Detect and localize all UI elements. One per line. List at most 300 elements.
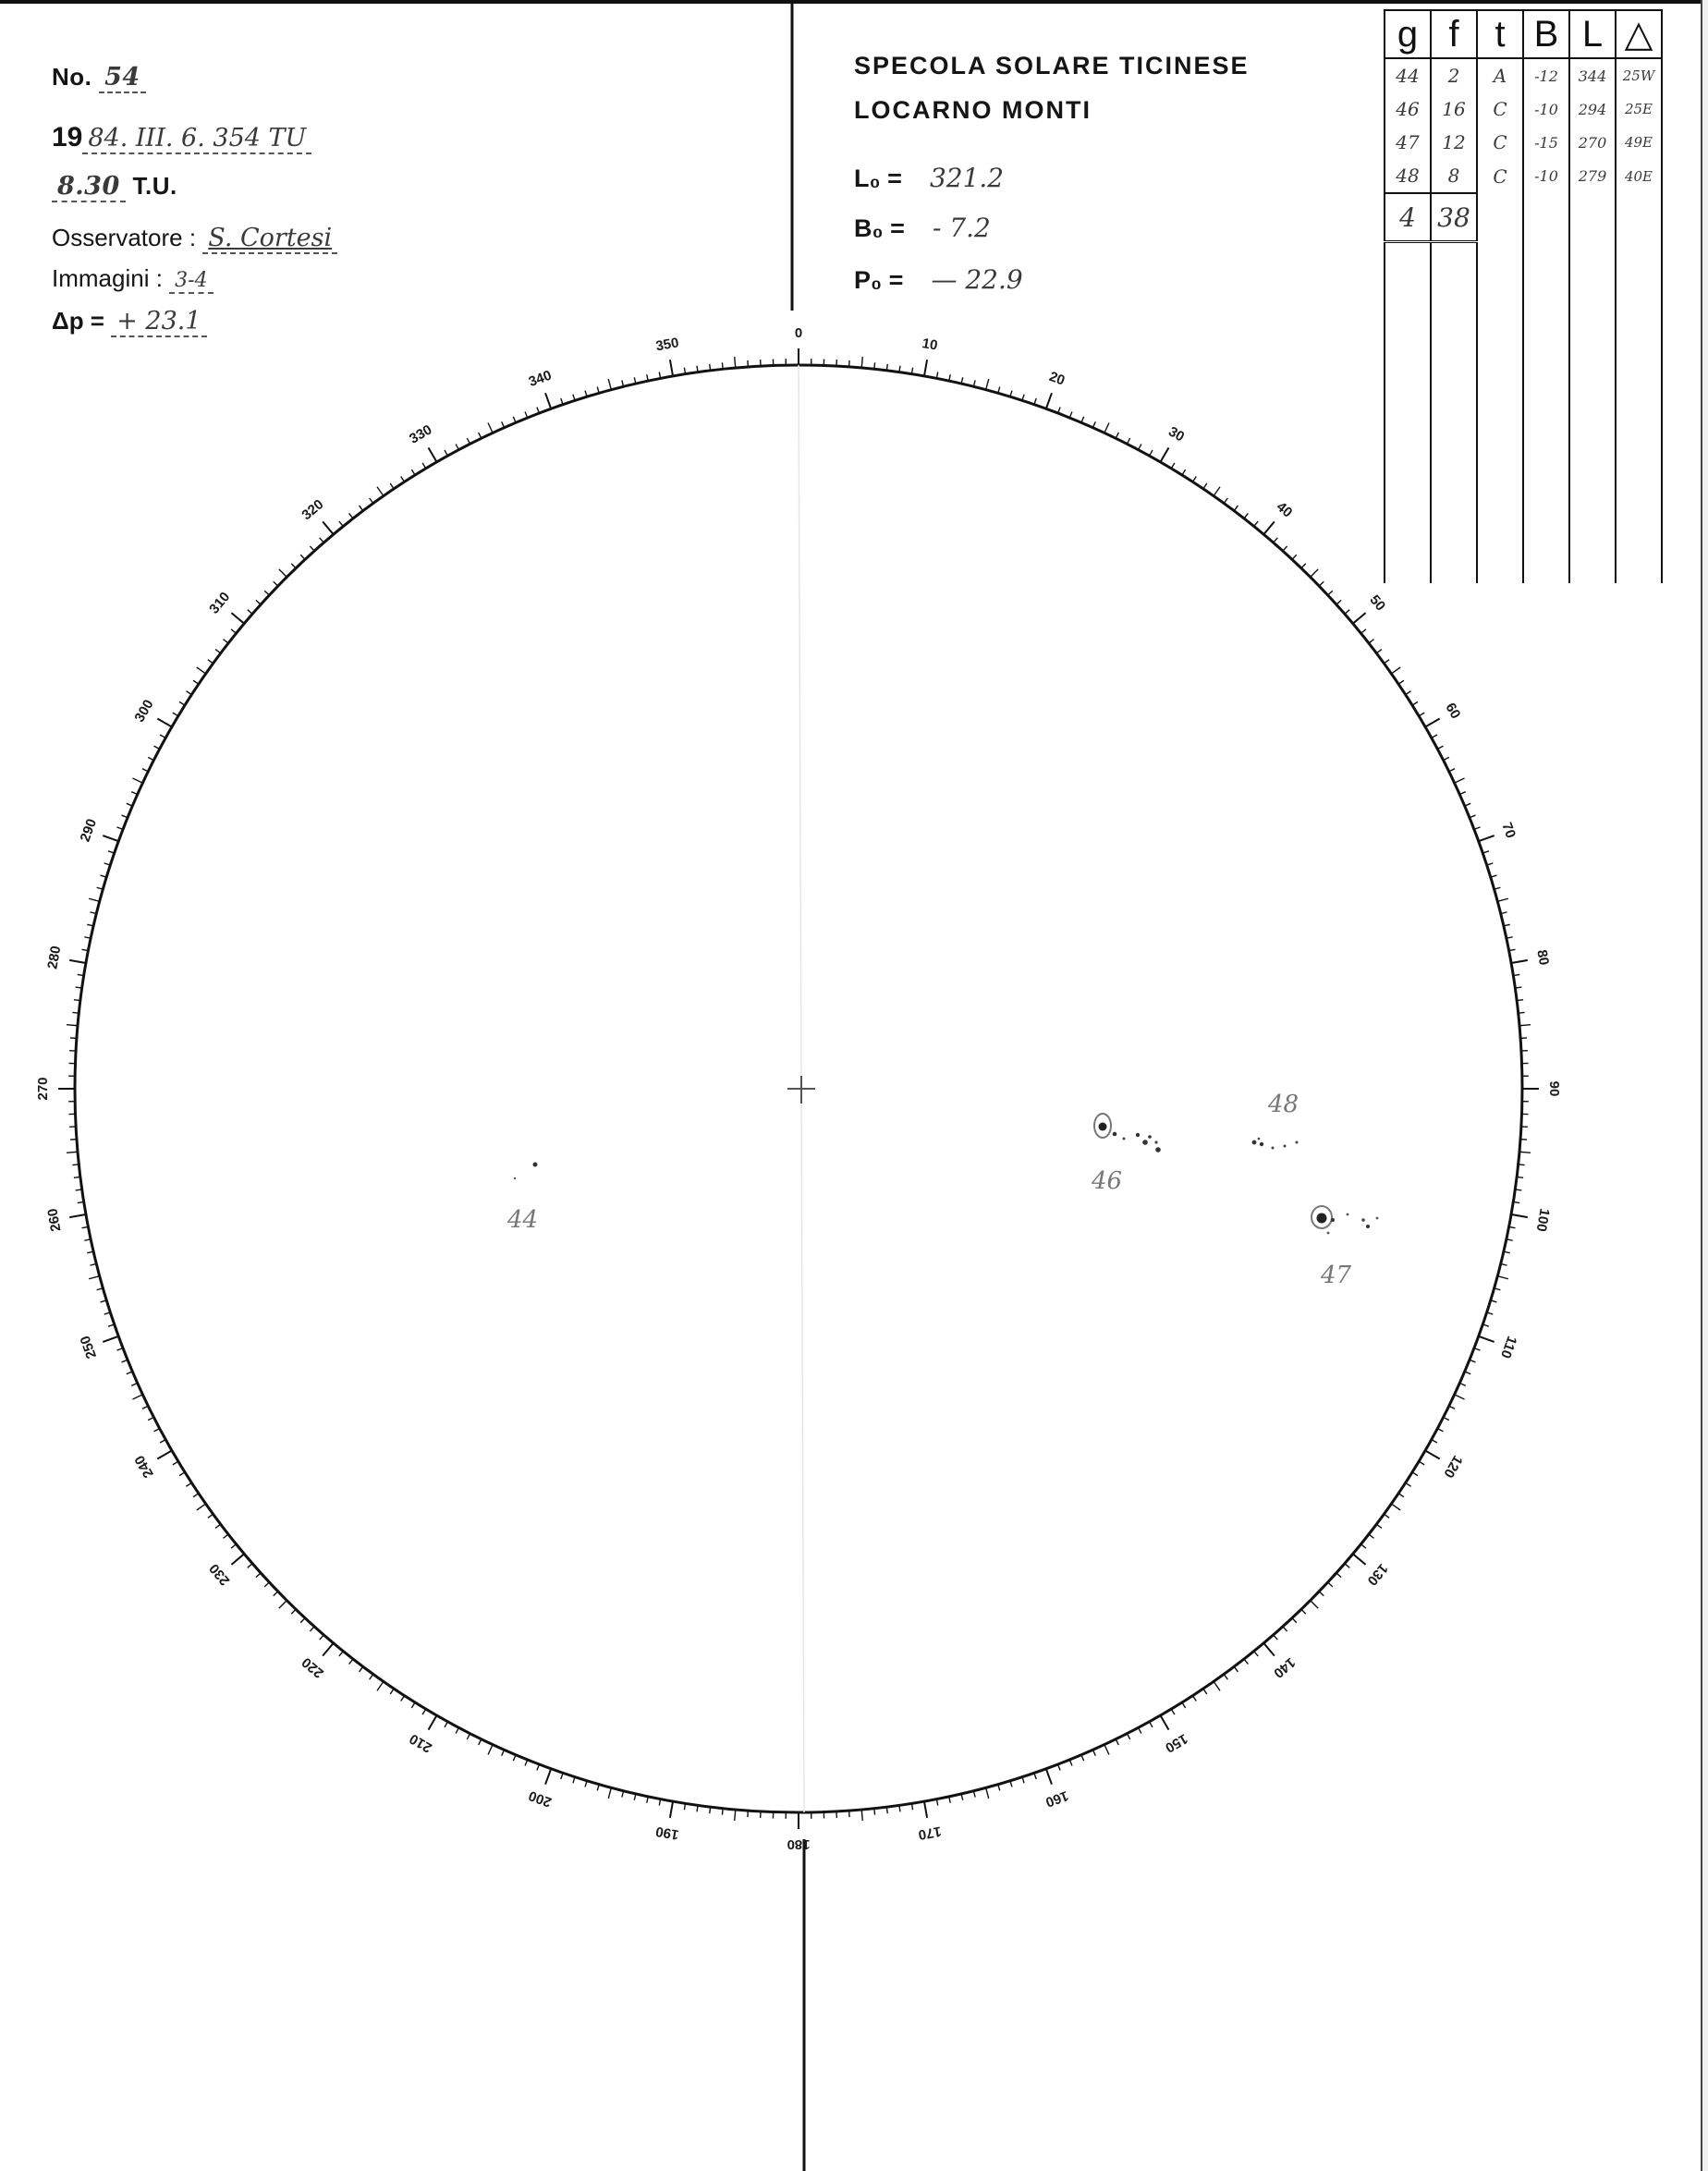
sunspot: [1296, 1141, 1299, 1144]
minor-tick: [186, 1482, 191, 1486]
minor-tick: [1345, 610, 1349, 615]
P0-label: P₀ =: [854, 266, 904, 294]
scale-label: 170: [917, 1823, 943, 1843]
tally-cell[interactable]: -10: [1523, 92, 1569, 126]
tally-total-groups[interactable]: 4: [1385, 193, 1431, 242]
spot-group-44[interactable]: [506, 1163, 538, 1235]
tally-cell[interactable]: 47: [1385, 126, 1431, 159]
minor-tick: [197, 667, 206, 674]
minor-tick: [1406, 691, 1411, 695]
B0-value[interactable]: - 7.2: [932, 213, 991, 243]
tally-header-delta: △: [1616, 10, 1662, 58]
minor-tick: [1139, 444, 1141, 449]
sunspot: [1284, 1145, 1287, 1148]
minor-tick: [735, 1810, 736, 1821]
scale-label: 310: [206, 589, 234, 617]
minor-tick: [1254, 521, 1258, 526]
minor-tick: [193, 680, 199, 684]
minor-tick: [76, 987, 82, 988]
sunspot: [1148, 1135, 1152, 1139]
minor-tick: [722, 1809, 723, 1815]
minor-tick: [256, 1573, 261, 1578]
major-tick: [1353, 1554, 1366, 1565]
images-label: Immagini :: [52, 264, 163, 292]
scale-label: 40: [1273, 498, 1296, 521]
minor-tick: [310, 1627, 314, 1631]
minor-tick: [1311, 1601, 1318, 1608]
tally-cell[interactable]: -10: [1523, 159, 1569, 193]
minor-tick: [445, 1722, 447, 1727]
sunspot-umbra: [1099, 1123, 1107, 1131]
minor-tick: [1319, 1592, 1324, 1596]
scale-label: 230: [206, 1560, 234, 1589]
minor-tick: [422, 463, 426, 469]
spot-group-label: 44: [507, 1206, 539, 1234]
tally-cell[interactable]: 12: [1431, 126, 1477, 159]
tally-cell[interactable]: 344: [1569, 58, 1616, 92]
major-tick: [231, 1554, 244, 1565]
minor-tick: [1244, 1659, 1248, 1665]
minor-tick: [1203, 1689, 1207, 1694]
sunspot: [1376, 1217, 1379, 1220]
minor-tick: [1127, 438, 1129, 444]
major-tick: [1479, 835, 1494, 841]
minor-tick: [1127, 1734, 1129, 1739]
scale-label: 150: [1162, 1730, 1190, 1756]
minor-tick: [411, 470, 415, 475]
minor-tick: [1150, 1722, 1153, 1727]
minor-tick: [1311, 569, 1318, 577]
minor-tick: [89, 1276, 100, 1279]
minor-tick: [1104, 1745, 1109, 1755]
minor-tick: [874, 362, 875, 369]
minor-tick: [488, 1745, 493, 1755]
minor-tick: [1391, 1504, 1400, 1510]
minor-tick: [697, 366, 698, 372]
minor-tick: [1171, 1709, 1175, 1714]
major-tick: [429, 1715, 437, 1730]
scale-label: 140: [1270, 1653, 1299, 1681]
tally-header-t: t: [1477, 10, 1523, 58]
minor-tick: [1192, 1696, 1196, 1701]
minor-tick: [148, 757, 153, 760]
scale-label: 300: [131, 697, 157, 726]
minor-tick: [1336, 600, 1341, 604]
scale-label: 20: [1046, 368, 1068, 389]
minor-tick: [320, 538, 324, 543]
tally-cell[interactable]: 8: [1431, 159, 1477, 193]
tally-total-spots[interactable]: 38: [1431, 193, 1477, 242]
minor-tick: [1234, 506, 1238, 511]
observatory-location: LOCARNO MONTI: [854, 96, 1092, 124]
number-value[interactable]: 54: [99, 63, 146, 93]
minor-tick: [349, 1659, 353, 1665]
minor-tick: [1234, 1666, 1238, 1672]
scale-label: 190: [654, 1823, 680, 1843]
minor-tick: [1301, 1609, 1306, 1614]
minor-tick: [1437, 1429, 1443, 1432]
tally-cell[interactable]: 48: [1385, 159, 1431, 193]
major-tick: [1353, 613, 1366, 624]
minor-tick: [1116, 1739, 1118, 1745]
minor-tick: [142, 769, 148, 772]
minor-tick: [1444, 757, 1449, 760]
minor-tick: [422, 1709, 426, 1714]
sunspot: [1258, 1138, 1261, 1140]
major-tick: [69, 1214, 86, 1217]
major-tick: [545, 1769, 551, 1785]
minor-tick: [1214, 487, 1220, 496]
scale-label: 60: [1442, 700, 1464, 722]
minor-tick: [279, 1601, 287, 1608]
minor-tick: [1361, 629, 1366, 633]
major-tick: [103, 835, 118, 841]
minor-tick: [411, 1702, 415, 1708]
tally-cell[interactable]: 279: [1569, 159, 1616, 193]
minor-tick: [874, 1809, 875, 1815]
major-tick: [323, 1643, 334, 1656]
minor-tick: [1328, 591, 1333, 595]
minor-tick: [208, 660, 214, 664]
minor-tick: [1171, 463, 1175, 469]
minor-tick: [1116, 433, 1118, 438]
minor-tick: [179, 701, 185, 705]
minor-tick: [1515, 1189, 1521, 1190]
minor-tick: [1497, 898, 1508, 901]
minor-tick: [1497, 1276, 1508, 1279]
minor-tick: [370, 498, 373, 504]
number-label: No.: [52, 63, 92, 91]
tally-cell[interactable]: -15: [1523, 126, 1569, 159]
scale-label: 320: [299, 496, 327, 524]
minor-tick: [861, 357, 862, 368]
scale-label: 120: [1440, 1452, 1466, 1481]
major-tick: [1263, 521, 1275, 534]
sunspot: [1113, 1132, 1117, 1137]
minor-tick: [1432, 735, 1437, 738]
sunspot: [1272, 1147, 1275, 1150]
minor-tick: [132, 778, 142, 783]
minor-tick: [76, 1189, 82, 1190]
minor-tick: [215, 650, 221, 653]
minor-tick: [339, 521, 343, 526]
minor-tick: [142, 1406, 148, 1409]
minor-tick: [193, 1494, 199, 1497]
minor-tick: [67, 1152, 78, 1153]
minor-tick: [186, 691, 191, 695]
minor-tick: [390, 1689, 394, 1694]
minor-tick: [722, 362, 723, 369]
minor-tick: [1455, 778, 1465, 783]
tally-cell[interactable]: 294: [1569, 92, 1616, 126]
scale-label: 330: [407, 421, 435, 447]
delta-p-label: Δp =: [52, 307, 104, 335]
images-value[interactable]: 3-4: [169, 269, 213, 294]
scale-label: 160: [1043, 1787, 1071, 1811]
minor-tick: [208, 1514, 214, 1518]
scale-label: 280: [44, 945, 65, 970]
minor-tick: [1283, 1627, 1287, 1631]
scale-label: 270: [34, 1077, 51, 1101]
minor-tick: [1274, 1635, 1278, 1640]
minor-tick: [72, 1012, 79, 1013]
scale-label: 30: [1165, 423, 1188, 445]
minor-tick: [1336, 1573, 1341, 1578]
minor-tick: [349, 513, 353, 518]
minor-tick: [608, 379, 611, 390]
scale-label: 210: [407, 1730, 435, 1756]
minor-tick: [223, 640, 228, 643]
minor-tick: [1391, 667, 1400, 674]
minor-tick: [1412, 701, 1418, 705]
L0-value[interactable]: 321.2: [929, 163, 1005, 193]
delta-p-value[interactable]: + 23.1: [111, 307, 206, 337]
minor-tick: [1449, 1406, 1455, 1409]
B0-label: B₀ =: [854, 214, 905, 242]
P0-value[interactable]: — 22.9: [931, 264, 1023, 295]
minor-tick: [1182, 1702, 1186, 1708]
spot-group-label: 46: [1092, 1167, 1123, 1195]
tally-cell[interactable]: 49E: [1616, 126, 1662, 159]
minor-tick: [445, 450, 447, 456]
tally-cell[interactable]: C: [1477, 92, 1523, 126]
scale-label: 180: [787, 1836, 811, 1853]
minor-tick: [132, 1395, 142, 1399]
minor-tick: [479, 433, 482, 438]
minor-tick: [1182, 470, 1186, 475]
tally-header-f: f: [1431, 10, 1477, 58]
scale-label: 340: [526, 367, 555, 391]
minor-tick: [215, 1524, 221, 1528]
minor-tick: [390, 483, 394, 489]
tally-cell[interactable]: 25E: [1616, 92, 1662, 126]
date-value[interactable]: 84. III. 6. 354 TU: [82, 124, 311, 154]
scale-label: 0: [794, 324, 803, 341]
minor-tick: [1398, 1494, 1404, 1497]
tally-cell[interactable]: 270: [1569, 126, 1616, 159]
sunspot: [1331, 1218, 1335, 1222]
minor-tick: [1328, 1582, 1333, 1587]
minor-tick: [300, 1618, 305, 1623]
tally-cell[interactable]: C: [1477, 159, 1523, 193]
tally-cell[interactable]: -12: [1523, 58, 1569, 92]
minor-tick: [735, 357, 736, 368]
minor-tick: [231, 629, 236, 633]
minor-tick: [1515, 987, 1521, 988]
minor-tick: [1398, 680, 1404, 684]
minor-tick: [1224, 498, 1227, 504]
spot-group-48[interactable]: [1252, 1091, 1299, 1150]
minor-tick: [274, 581, 278, 586]
minor-tick: [886, 364, 887, 371]
minor-tick: [339, 1652, 343, 1656]
major-tick: [1046, 393, 1052, 409]
minor-tick: [248, 1564, 252, 1568]
minor-tick: [74, 1000, 80, 1001]
minor-tick: [148, 1417, 153, 1420]
sunspot: [1252, 1140, 1257, 1145]
major-tick: [157, 719, 172, 727]
observer-value[interactable]: S. Cortesi: [202, 224, 337, 254]
minor-tick: [377, 487, 384, 496]
minor-tick: [401, 1696, 405, 1701]
sunspot: [1155, 1147, 1161, 1153]
tally-cell[interactable]: C: [1477, 126, 1523, 159]
minor-tick: [89, 898, 100, 901]
major-tick: [69, 960, 86, 963]
minor-tick: [1274, 538, 1278, 543]
major-tick: [1161, 447, 1169, 462]
minor-tick: [1455, 1395, 1465, 1399]
major-tick: [103, 1336, 118, 1342]
spot-group-47[interactable]: [1312, 1206, 1378, 1289]
minor-tick: [1361, 1544, 1366, 1548]
minor-tick: [173, 713, 178, 716]
minor-tick: [370, 1674, 373, 1679]
tally-cell[interactable]: 46: [1385, 92, 1431, 126]
minor-tick: [401, 476, 405, 482]
major-tick: [1425, 719, 1440, 727]
minor-tick: [1376, 650, 1382, 653]
minor-tick: [1432, 1440, 1437, 1443]
tally-cell[interactable]: A: [1477, 58, 1523, 92]
date-prefix: 19: [52, 122, 83, 152]
major-tick: [1425, 1451, 1440, 1459]
sunspot: [1361, 1218, 1365, 1222]
sunspot: [1347, 1214, 1349, 1216]
minor-tick: [1104, 422, 1109, 433]
minor-tick: [467, 1734, 470, 1739]
sunspot: [1136, 1133, 1140, 1137]
minor-tick: [986, 1787, 989, 1799]
minor-tick: [1150, 450, 1153, 456]
minor-tick: [1406, 1482, 1411, 1486]
minor-tick: [456, 444, 458, 449]
minor-tick: [1419, 1461, 1424, 1465]
minor-tick: [67, 1025, 78, 1026]
time-value[interactable]: 8.30: [52, 172, 126, 202]
minor-tick: [456, 1727, 458, 1733]
spot-group-label: 48: [1268, 1091, 1299, 1118]
minor-tick: [231, 1544, 236, 1548]
minor-tick: [291, 1609, 296, 1614]
scale-label: 70: [1498, 820, 1519, 841]
scale-label: 130: [1363, 1560, 1391, 1589]
minor-tick: [861, 1810, 862, 1821]
scale-label: 80: [1533, 948, 1552, 967]
sunspot: [1154, 1140, 1157, 1143]
tally-cell[interactable]: 16: [1431, 92, 1477, 126]
minor-tick: [256, 600, 261, 604]
minor-tick: [173, 1461, 178, 1465]
tally-cell[interactable]: 40E: [1616, 159, 1662, 193]
minor-tick: [899, 1805, 900, 1811]
minor-tick: [248, 610, 252, 615]
major-tick: [1511, 1214, 1528, 1217]
minor-tick: [223, 1534, 228, 1538]
minor-tick: [153, 1429, 159, 1432]
major-tick: [670, 360, 673, 376]
major-tick: [231, 613, 244, 624]
tally-cell[interactable]: 44: [1385, 58, 1431, 92]
scale-label: 240: [131, 1452, 157, 1481]
major-tick: [1161, 1715, 1169, 1730]
minor-tick: [160, 1440, 165, 1443]
minor-tick: [310, 546, 314, 551]
sunspot: [1366, 1225, 1370, 1228]
minor-tick: [279, 569, 287, 577]
observatory-name: SPECOLA SOLARE TICINESE: [854, 52, 1250, 79]
tally-header-g: g: [1385, 10, 1431, 58]
spot-group-46[interactable]: [1091, 1114, 1161, 1195]
minor-tick: [1444, 1417, 1449, 1420]
minor-tick: [886, 1807, 887, 1813]
minor-tick: [1519, 1012, 1525, 1013]
minor-tick: [479, 1739, 482, 1745]
tally-cell[interactable]: 25W: [1616, 58, 1662, 92]
minor-tick: [1449, 769, 1455, 772]
scale-label: 290: [77, 816, 101, 845]
minor-tick: [377, 1681, 384, 1690]
minor-tick: [300, 555, 305, 559]
minor-tick: [1192, 476, 1196, 482]
scale-label: 50: [1366, 592, 1389, 615]
tally-cell[interactable]: 2: [1431, 58, 1477, 92]
minor-tick: [1412, 1472, 1418, 1476]
scale-label: 250: [77, 1333, 101, 1361]
minor-tick: [1292, 1618, 1297, 1623]
minor-tick: [264, 1582, 269, 1587]
minor-tick: [274, 1592, 278, 1596]
minor-tick: [1517, 1000, 1523, 1001]
major-tick: [924, 360, 927, 376]
minor-tick: [1419, 713, 1424, 716]
minor-tick: [467, 438, 470, 444]
observer-label: Osservatore :: [52, 224, 197, 251]
minor-tick: [360, 1666, 363, 1672]
spot-group-label: 47: [1321, 1262, 1352, 1289]
major-tick: [1511, 960, 1528, 963]
minor-tick: [1376, 1524, 1382, 1528]
minor-tick: [160, 735, 165, 738]
scale-label: 200: [526, 1787, 555, 1811]
minor-tick: [264, 591, 269, 595]
minor-tick: [360, 506, 363, 511]
minor-tick: [179, 1472, 185, 1476]
tally-header-B: B: [1523, 10, 1569, 58]
major-tick: [670, 1801, 673, 1818]
minor-tick: [710, 1807, 711, 1813]
minor-tick: [1384, 1514, 1389, 1518]
sunspot: [1260, 1142, 1263, 1146]
scale-label: 90: [1546, 1080, 1563, 1097]
minor-tick: [710, 364, 711, 371]
scale-label: 220: [299, 1653, 327, 1681]
minor-tick: [1519, 1152, 1531, 1153]
minor-tick: [1254, 1652, 1258, 1656]
minor-tick: [1301, 564, 1306, 568]
L0-label: L₀ =: [854, 165, 902, 192]
disk-center-cross: [787, 1076, 815, 1104]
major-tick: [924, 1801, 927, 1818]
major-tick: [157, 1451, 172, 1459]
minor-tick: [1519, 1025, 1531, 1026]
scale-label: 10: [921, 335, 939, 354]
minor-tick: [153, 746, 159, 749]
minor-tick: [320, 1635, 324, 1640]
minor-tick: [608, 1787, 611, 1799]
minor-tick: [1224, 1674, 1227, 1679]
